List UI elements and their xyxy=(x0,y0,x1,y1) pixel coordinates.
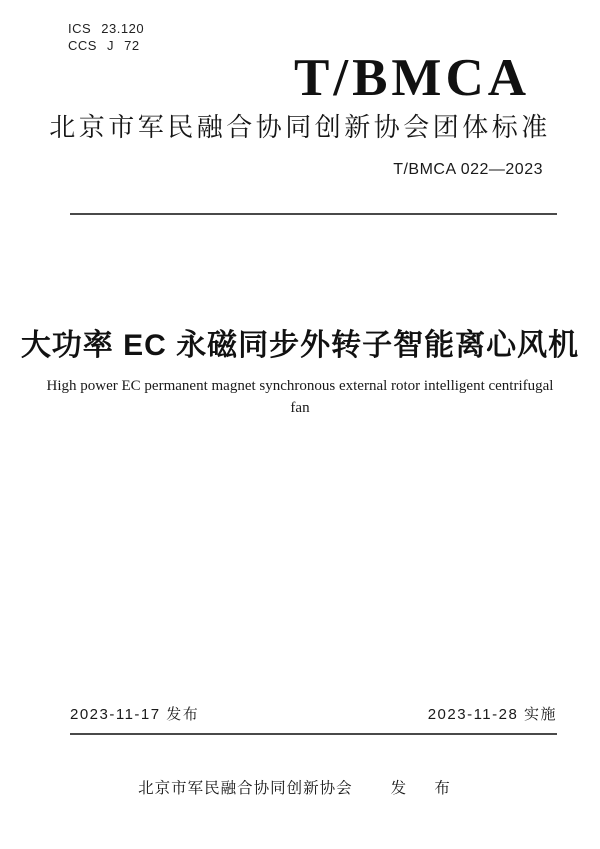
document-title-zh: 大功率 EC 永磁同步外转子智能离心风机 xyxy=(20,329,580,362)
standard-number: T/BMCA 022—2023 xyxy=(393,161,543,178)
ccs-code: CCS J 72 xyxy=(68,38,140,53)
standard-body-logo: T/BMCA xyxy=(294,49,530,107)
publisher-name: 北京市军民融合协同创新协会 xyxy=(138,780,353,797)
document-title-en-line1: High power EC permanent magnet synchronous external rotor intelligent centrifugal xyxy=(46,378,554,394)
implementation-date: 2023-11-28 实施 xyxy=(427,706,557,723)
document-title-en-line2: fan xyxy=(290,400,310,416)
document-title-en xyxy=(0,375,600,419)
footer-divider-line xyxy=(70,733,557,735)
issue-date: 2023-11-17 发布 xyxy=(70,706,200,723)
header-divider-line xyxy=(70,213,557,215)
org-standard-title: 北京市军民融合协同创新协会团体标准 xyxy=(49,112,551,142)
date-row xyxy=(70,703,557,724)
publisher-row xyxy=(0,776,600,798)
ics-code: ICS 23.120 xyxy=(68,21,145,36)
classification-codes xyxy=(68,20,144,54)
publish-action-label: 发 布 xyxy=(390,780,462,797)
